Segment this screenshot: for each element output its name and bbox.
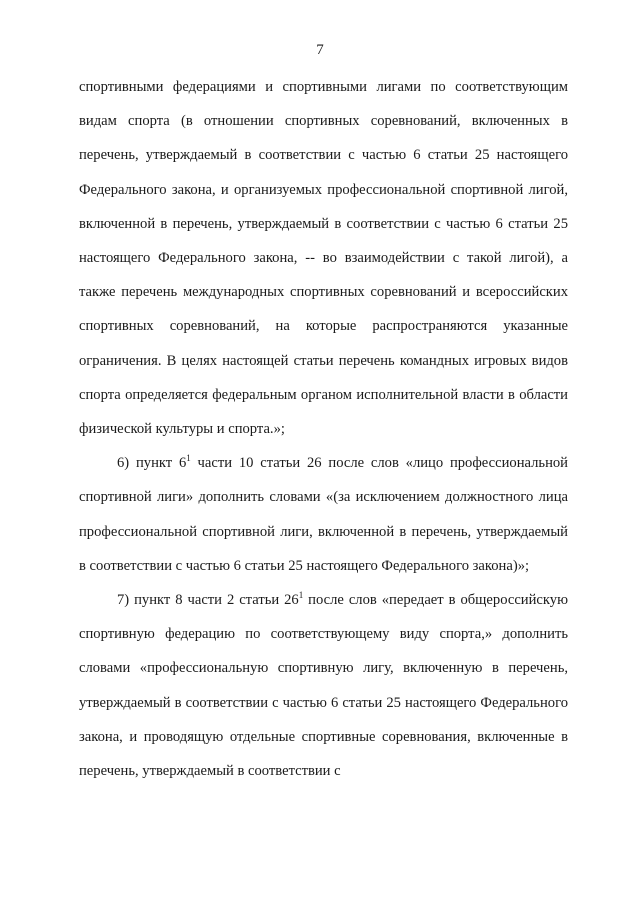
paragraph-text-part: 7) пункт 8 части 2 статьи 26	[117, 592, 299, 609]
paragraph-text-part: после слов «передает в общероссийскую спортивную федерацию по соответствующему виду спорта,» дополнить словами «профессиональную спортивную лигу, включенную в перечень, утверждаемый в соответствии с частью 6 статьи 25 настоящего Федерального закона, и проводящую отдельные спортивные соревнования, включенные в перечень, утверждаемый в соответствии с	[79, 592, 568, 780]
document-body	[79, 70, 568, 788]
superscript: 1	[298, 590, 304, 601]
paragraph-continuation: спортивными федерациями и спортивными лигами по соответствующим видам спорта (в отношении спортивных соревнований, включенных в перечень, утверждаемый в соответствии с частью 6 статьи 25 настоящего Федерального закона, и организуемых профессиональной спортивной лигой, включенной в перечень, утверждаемый в соответствии с частью 6 статьи 25 настоящего Федерального закона, -- во взаимодействии с такой лигой), а также перечень международных спортивных соревнований и всероссийских спортивных соревнований, на которые распространяются указанные ограничения. В целях настоящей статьи перечень командных игровых видов спорта определяется федеральным органом исполнительной власти в области физической культуры и спорта.»;	[79, 79, 568, 438]
paragraph-item-6	[79, 446, 568, 583]
paragraph-text-part: части 10 статьи 26 после слов «лицо профессиональной спортивной лиги» дополнить словами «(за исключением должностного лица профессиональной спортивной лиги, включенной в перечень, утверждаемый в соответствии с частью 6 статьи 25 настоящего Федерального закона)»;	[79, 455, 568, 574]
page-number: 7	[316, 42, 324, 58]
superscript: 1	[186, 453, 191, 464]
paragraph-text-part: 6) пункт 6	[117, 455, 187, 472]
paragraph-item-7	[79, 583, 568, 788]
